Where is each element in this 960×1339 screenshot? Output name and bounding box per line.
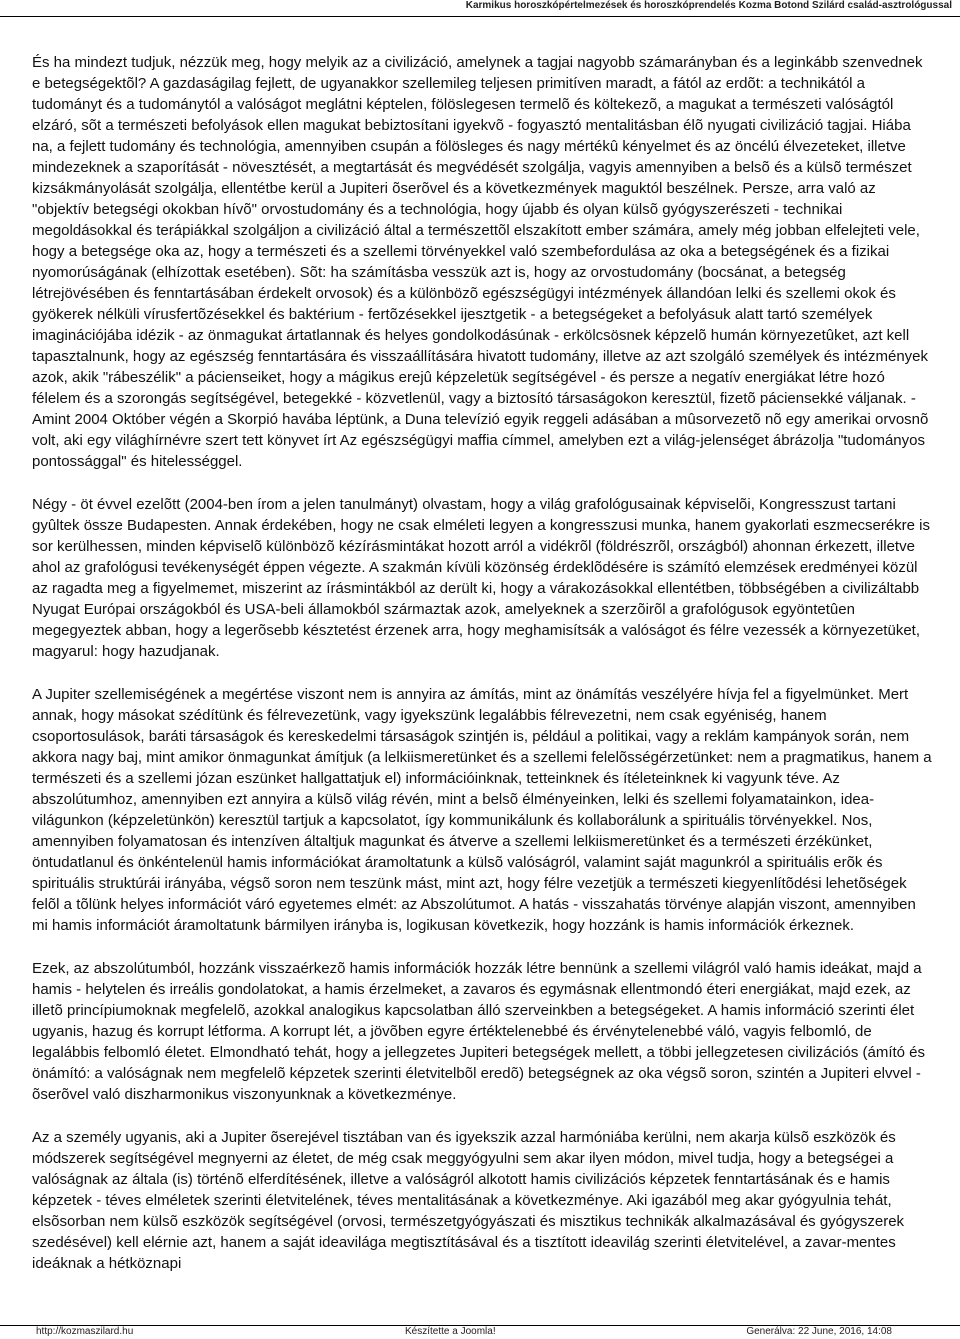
paragraph-4: Ezek, az abszolútumból, hozzánk visszaérkezõ hamis információk hozzák létre bennünk a szellemi világról való hamis ideákat, majd a hamis - helytelen és irreális gondolatokat, a hamis érzelmeket, a zavaros és egymásnak ellentmondó éteri energiákat, majd ezek, az illetõ princípiumoknak megfelelõ, azokkal analogikus kapcsolatban álló szerveinkben a betegségeket. A hamis információ szerinti élet ugyanis, hazug és korrupt létforma. A korrupt lét, a jövõben egyre értéktelenebbé és érvénytelenebbé váló, vagyis felbomló, de legalábbis felbomló életet. Elmondható tehát, hogy a jellegzetes Jupiteri betegségek mellett, a többi jellegzetesen civilizációs (ámító és önámító: a valóságnak nem megfelelõ képzetek szerinti életvitelbõl eredõ) betegségnek az oka végsõ soron, szintén a Jupiteri elvvel - õserõvel való diszharmonikus viszonyunknak a következménye. xyxy=(32,960,926,1103)
paragraph-5: Az a személy ugyanis, aki a Jupiter õserejével tisztában van és igyekszik azzal harmóniába kerülni, nem akarja külsõ eszközök és módszerek segítségével megnyerni az életet, de még csak meggyógyulni sem akar ilyen módon, mivel tudja, hogy a betegségei a valóságnak az általa (is) történõ elferdítésének, illetve a valóságról alkotott hamis civilizációs képzetek fenntartásának és e hamis képzetek - téves elméletek szerinti életvitelének, téves mentalitásának a következménye. Aki igazából meg akar gyógyulnia tehát, elsõsorban nem külsõ eszközök segítségével (orvosi, természetgyógyászati és misztikus technikák alkalmazásával és gyógyszerek szedésével) kell elérnie azt, hanem a saját ideavilága megtisztításával és a tisztított ideavilág szerinti életvitelével, a zavar-mentes ideáknak a hétköznapi xyxy=(32,1129,905,1272)
paragraph-2: Négy - öt évvel ezelõtt (2004-ben írom a jelen tanulmányt) olvastam, hogy a világ grafológusainak képviselõi, Kongresszust tartani gyûltek össze Budapesten. Annak érdekében, hogy ne csak elméleti legyen a kongresszusi munka, hanem gyakorlati eszmecserékre is sor kerülhessen, minden képviselõ különbözõ kézírásmintákat hozott arról a vidékrõl (földrészrõl, országból) ahonnan érkezett, illetve ahol az grafológusi tevékenységét éppen végezte. A szakmán kívüli közönség érdeklõdésére is számító elemzések eredményei közül az ragadta meg a figyelmemet, miszerint az írásmintákból az derült ki, hogy a várakozásokkal ellentétben, többségében a civilizáltabb Nyugat Európai országokból és USA-beli államokból származtak azok, amelyeknek a szerzõirõl a grafológusok egyöntetûen megegyeztek abban, hogy a legerõsebb késztetést érzenek arra, hogy meghamisítsák a valóságot és félre vezessék a környezetüket, magyarul: hogy hazudjanak. xyxy=(32,496,930,660)
paragraph-1: És ha mindezt tudjuk, nézzük meg, hogy melyik az a civilizáció, amelynek a tagjai nagyobb számarányban és a leginkább szenvednek e betegségektõl? A gazdaságilag fejlett, de ugyanakkor szellemileg teljesen primitíven maradt, a fától az erdõt: a technikától a tudományt és a tudománytól a valóságot meglátni képtelen, fölöslegesen termelõ és költekezõ, a magukat a természeti valóságtól elzáró, sõt a természeti befolyások ellen magukat bebiztosítani igyekvõ - fogyasztó mentalitásban élõ nyugati civilizáció tagjai. Hiába na, a fejlett tudomány és technológia, amennyiben csupán a fölösleges és nagy mértékû kényelmet és az öncélú élvezeteket, illetve mindezeknek a szaporítását - növesztését, a megtartását és megvédését szolgálja, vagyis amennyiben a belsõ és a külsõ természet kizsákmányolását szolgálja, ellentétbe kerül a Jupiteri õserõvel és a következmények maguktól beszélnek. Persze, arra való az "objektív betegségi okokban hívõ" orvostudomány és a technológia, hogy újabb és olyan külsõ gyógyszerészeti - technikai megoldásokkal és terápiákkal szolgáljon a civilizáció által a természettõl elszakított ember számára, amely még jobban elfelejteti vele, hogy a betegsége oka az, hogy a természeti és a szellemi törvényekkel való szembefordulása az oka a betegségének és a fizikai nyomorúságának (elhízottak esetében). Sõt: ha számításba vesszük azt is, hogy az orvostudomány (bocsánat, a betegség létrejövésében és fenntartásában érdekelt orvosok) és a különbözõ egészségügyi intézmények állandóan lelki és szellemi okok és gyökerek nélküli vírusfertõzésekkel és baktérium - fertõzésekkel ijesztgetik - a betegségeket a befolyásuk alatt tartó személyek imaginációjába idézik - az önmagukat ártatlannak és helyes gondolkodásúnak - erkölcsösnek képzelõ humán környezetûket, azt kell tapasztalnunk, hogy az egészség fenntartására és visszaállítására hivatott tudomány, illetve az azt szolgáló személyek és intézmények azok, akik "rábeszélik" a pácienseiket, hogy a mágikus erejû képzeletük segítségével - és persze a negatív energiákat létre hozó félelem és a szorongás segítségével, betegekké - közvetlenül, vagy a biztosító társaságokon keresztül, fizetõ páciensekké váljanak. - Amint 2004 Október végén a Skorpió havába léptünk, a Duna televízió egyik reggeli adásában a mûsorvezetõ nõ egy amerikai orvosnõ volt, aki egy világhírnévre szert tett könyvet írt Az egészségügyi maffia címmel, amelyben ezt a világ-jelenséget ábrázolja "tudományos pontossággal" és hitelességgel. xyxy=(32,54,929,470)
article-body xyxy=(32,52,932,1296)
page-header xyxy=(0,0,960,17)
footer-made-with: Készítette a Joomla! xyxy=(405,1326,496,1337)
header-title: Karmikus horoszkópértelmezések és horoszkóprendelés Kozma Botond Szilárd család-asztrológussal xyxy=(465,0,952,11)
paragraph-3: A Jupiter szellemiségének a megértése viszont nem is annyira az ámítás, mint az önámítás veszélyére hívja fel a figyelmünket. Mert annak, hogy másokat szédítünk és félrevezetünk, vagy igyekszünk legalábbis félrevezetni, nem csak egyéniség, hanem csoportosulások, baráti társaságok és kereskedelmi társaságok szintjén is, például a politikai, vagy a reklám kampányok során, nem akkora nagy baj, mint amikor önmagunkat ámítjuk (a lelkiismeretünket és a szellemi felelõsségérzetünket: nem a pragmatikus, hanem a természeti és a szellemi józan eszünket hallgattatjuk el) információinknak, tetteinknek és ítéleteinknek ki vagyunk téve. Az abszolútumhoz, amennyiben ezt annyira a külsõ világ révén, mint a belsõ élményeinken, lelki és szellemi folyamatainkon, idea-világunkon (képzeletünkön) keresztül tartjuk a kapcsolatot, így kommunikálunk és kollaborálunk a spirituális törvényekkel. Nos, amennyiben folyamatosan és intenzíven általtjuk magunkat és átverve a szellemi lelkiismeretünket és a természeti érzékünket, öntudatlanul és önkéntelenül hamis információkat áramoltatunk a külsõ valóságról, valamint saját magunkról a spirituális erõk és spirituális struktúrái irányába, végsõ soron nem teszünk mást, mint azt, hogy félre vezetjük a természeti kiegyenlítõdési lehetõségek felõl a tõlünk helyes információt váró egyetemes elmét: az Abszolútumot. A hatás - visszahatás törvénye alapján viszont, amennyiben mi hamis információt áramoltatunk bármilyen irányba is, logikusan következik, hogy hozzánk is hamis információk érkeznek. xyxy=(32,686,932,934)
footer-site-link[interactable]: http://kozmaszilard.hu xyxy=(36,1326,134,1337)
footer-generated-date: Generálva: 22 June, 2016, 14:08 xyxy=(746,1326,892,1337)
page-footer xyxy=(0,1325,960,1339)
